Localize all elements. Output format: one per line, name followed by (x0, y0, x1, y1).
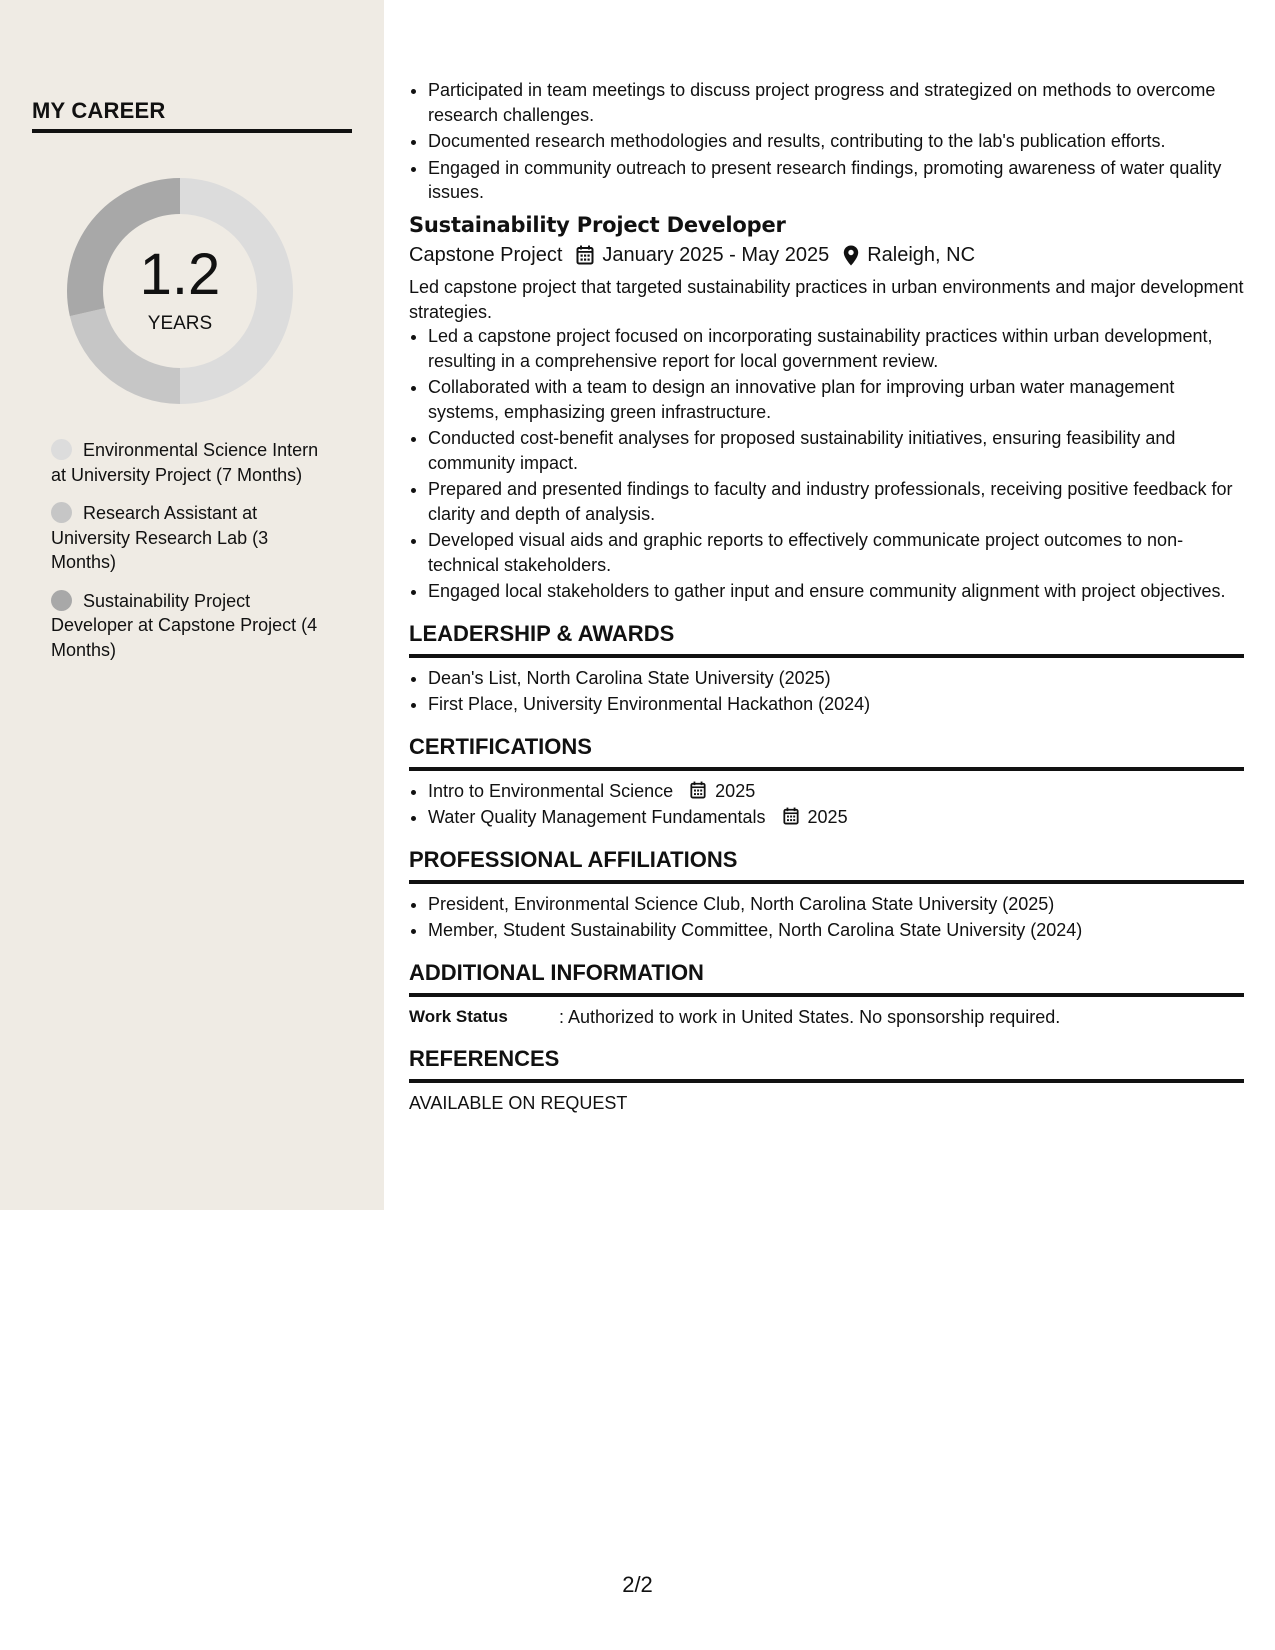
work-status-row (409, 1005, 1244, 1030)
calendar-icon (690, 781, 706, 799)
references-heading: REFERENCES (409, 1046, 560, 1071)
work-status-value: : Authorized to work in United States. No sponsorship required. (559, 1006, 1061, 1027)
calendar-icon (783, 807, 799, 825)
sidebar (0, 0, 384, 1210)
legend-item (51, 501, 336, 575)
legend-dot (51, 502, 72, 523)
leadership-list (409, 666, 1244, 717)
bullet-item: • Participated in team meetings to discuss project progress and strategized on methods to overcome research challenges. (428, 78, 1244, 127)
job-summary: Led capstone project that targeted sustainability practices in urban environments and major development strategies. (409, 277, 1244, 322)
affiliation-item: • Member, Student Sustainability Committee, North Carolina State University (2024) (428, 918, 1244, 943)
job-dates: January 2025 - May 2025 (602, 244, 830, 266)
section-rule (409, 654, 1244, 658)
certification-year: 2025 (715, 780, 756, 801)
location-pin-icon (843, 245, 859, 266)
job-company: Capstone Project (409, 244, 563, 266)
affiliations-list (409, 892, 1244, 943)
section-rule (409, 880, 1244, 884)
affiliation-item: • President, Environmental Science Club, North Carolina State University (2025) (428, 892, 1244, 917)
career-legend (51, 438, 336, 676)
donut-value: 1.2 (139, 242, 221, 307)
certifications-heading: CERTIFICATIONS (409, 733, 592, 759)
bullet-item: • Led a capstone project focused on incorporating sustainability practices within urban development, resulting in a comprehensive report for local government review. (428, 324, 1244, 373)
additional-info-heading: ADDITIONAL INFORMATION (409, 959, 704, 985)
previous-job-bullets (409, 78, 1244, 205)
bullet-item: • Conducted cost-benefit analyses for proposed sustainability initiatives, ensuring feasibility and community impact. (428, 426, 1244, 475)
career-heading-rule (32, 129, 352, 133)
legend-item (51, 589, 336, 663)
award-item: • Dean's List, North Carolina State University (2025) (428, 666, 1244, 691)
calendar-icon (576, 245, 594, 265)
bullet-item: • Engaged local stakeholders to gather input and ensure community alignment with project objectives. (428, 579, 1244, 604)
legend-dot (51, 439, 72, 460)
references-text: AVAILABLE ON REQUEST (409, 1093, 628, 1113)
work-status-label: Work Status (409, 1006, 508, 1026)
legend-label: Sustainability Project Developer at Capstone Project (4 Months) (51, 590, 318, 660)
leadership-heading: LEADERSHIP & AWARDS (409, 620, 675, 646)
bullet-item: • Engaged in community outreach to present research findings, promoting awareness of water quality issues. (428, 156, 1244, 205)
page-number: 2/2 (622, 1572, 653, 1597)
legend-label: Environmental Science Intern at University Project (7 Months) (51, 440, 319, 485)
career-heading: MY CAREER (32, 98, 166, 123)
section-rule (409, 1079, 1244, 1083)
bullet-item: • Documented research methodologies and results, contributing to the lab's publication efforts. (428, 129, 1244, 154)
donut-unit: YEARS (147, 313, 213, 334)
certification-name: Intro to Environmental Science (428, 780, 674, 801)
job-title: Sustainability Project Developer (409, 212, 786, 237)
certification-item (428, 805, 1244, 830)
legend-item (51, 438, 336, 487)
bullet-item: • Developed visual aids and graphic reports to effectively communicate project outcomes to non-technical stakeholders. (428, 528, 1244, 577)
job-meta (409, 241, 1244, 269)
award-item: • First Place, University Environmental Hackathon (2024) (428, 692, 1244, 717)
section-rule (409, 993, 1244, 997)
certification-item (428, 779, 1244, 804)
certification-year: 2025 (807, 807, 848, 827)
legend-dot (51, 590, 72, 611)
certification-name: Water Quality Management Fundamentals (428, 807, 766, 827)
bullet-item: • Collaborated with a team to design an innovative plan for improving urban water management systems, emphasizing green infrastructure. (428, 375, 1244, 424)
job-location: Raleigh, NC (867, 244, 976, 266)
legend-label: Research Assistant at University Research Lab (3 Months) (51, 503, 269, 572)
section-rule (409, 767, 1244, 771)
job-bullets (409, 324, 1244, 604)
main-content (409, 78, 1244, 1116)
certifications-list (409, 779, 1244, 830)
affiliations-heading: PROFESSIONAL AFFILIATIONS (409, 846, 738, 872)
bullet-item: • Prepared and presented findings to faculty and industry professionals, receiving positive feedback for clarity and depth of analysis. (428, 477, 1244, 526)
